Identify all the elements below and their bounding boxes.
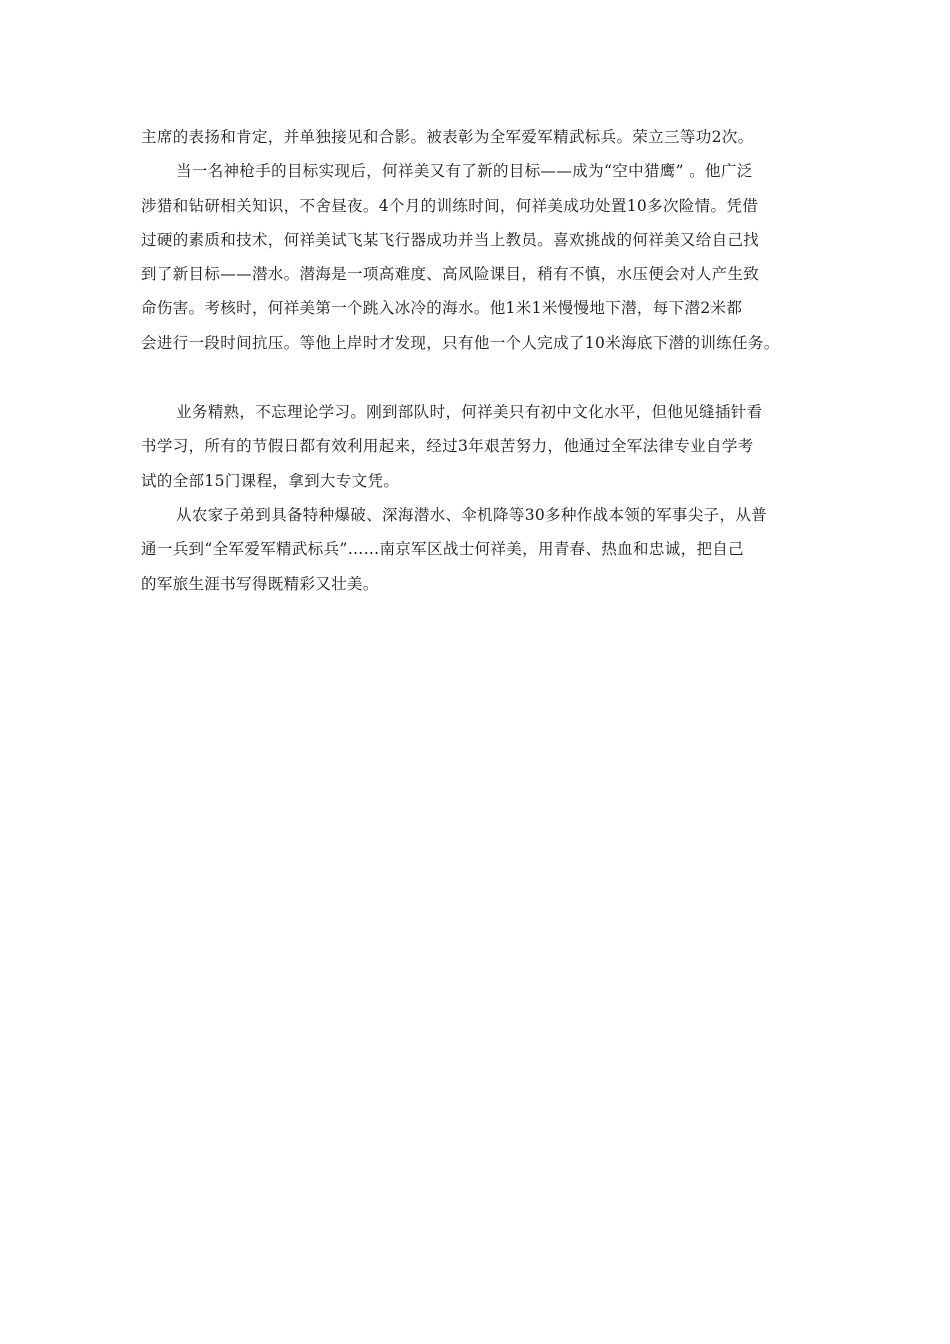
text-line: 涉猎和钻研相关知识，不舍昼夜。4个月的训练时间，何祥美成功处置10多次险情。凭借 bbox=[141, 196, 759, 215]
text-line: 业务精熟，不忘理论学习。刚到部队时，何祥美只有初中文化水平，但他见缝插针看 bbox=[176, 403, 763, 422]
text-line: 主席的表扬和肯定，并单独接见和合影。被表彰为全军爱军精武标兵。荣立三等功2次。 bbox=[141, 128, 754, 146]
paragraph-4 bbox=[141, 498, 821, 601]
text-line: 到了新目标——潜水。潜海是一项高难度、高风险课目，稍有不慎，水压便会对人产生致 bbox=[141, 265, 760, 284]
text-line: 的军旅生涯书写得既精彩又壮美。 bbox=[141, 574, 379, 593]
paragraph-2 bbox=[141, 154, 821, 360]
document-body bbox=[141, 120, 821, 601]
paragraph-1 bbox=[141, 120, 821, 154]
text-line: 通一兵到“全军爱军精武标兵”……南京军区战士何祥美，用青春、热血和忠诚，把自己 bbox=[141, 540, 745, 559]
text-line: 从农家子弟到具备特种爆破、深海潜水、伞机降等30多种作战本领的军事尖子，从普 bbox=[176, 505, 768, 524]
text-line: 会进行一段时间抗压。等他上岸时才发现，只有他一个人完成了10米海底下潜的训练任务。 bbox=[141, 333, 780, 352]
text-line: 过硬的素质和技术，何祥美试飞某飞行器成功并当上教员。喜欢挑战的何祥美又给自己找 bbox=[141, 230, 760, 249]
paragraph-3 bbox=[141, 395, 821, 498]
text-line: 试的全部15门课程，拿到大专文凭。 bbox=[141, 471, 400, 490]
text-line: 当一名神枪手的目标实现后，何祥美又有了新的目标——成为“空中猎鹰” 。他广泛 bbox=[176, 162, 753, 181]
paragraph-spacer bbox=[141, 360, 821, 395]
text-line: 命伤害。考核时，何祥美第一个跳入冰冷的海水。他1米1米慢慢地下潜，每下潜2米都 bbox=[141, 299, 743, 318]
text-line: 书学习，所有的节假日都有效利用起来，经过3年艰苦努力，他通过全军法律专业自学考 bbox=[141, 437, 754, 456]
